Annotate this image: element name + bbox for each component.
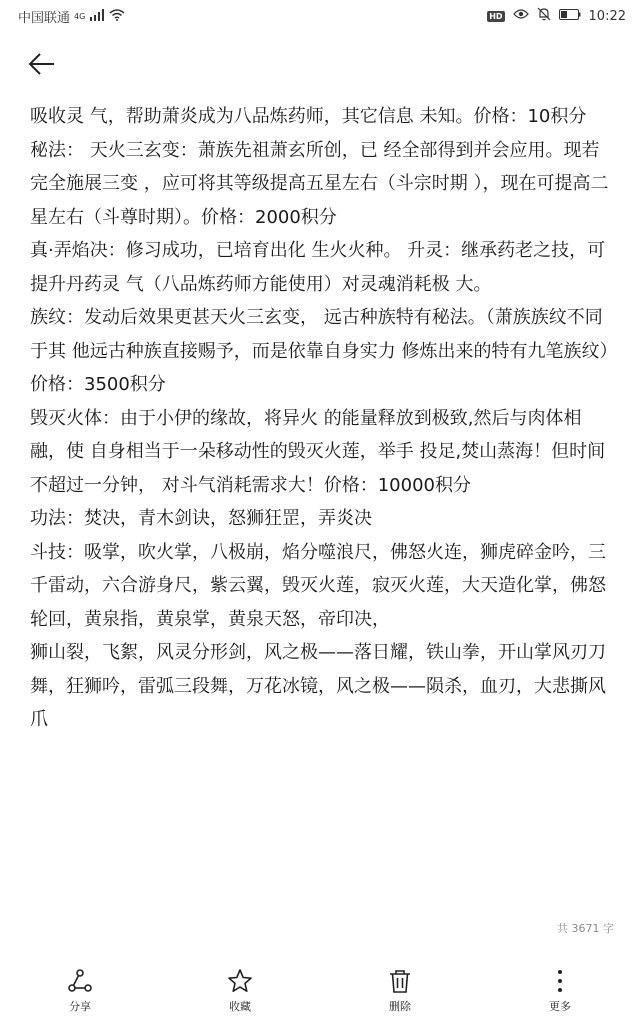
more-label: 更多 — [549, 1000, 571, 1013]
mute-bell-icon — [537, 7, 551, 25]
battery-icon — [559, 9, 581, 24]
carrier-name: 中国联通 — [18, 11, 71, 26]
back-button[interactable] — [26, 48, 58, 80]
word-count: 共 3671 字 — [557, 922, 614, 935]
eye-icon — [513, 8, 529, 24]
more-vertical-icon — [547, 968, 573, 994]
more-button[interactable] — [520, 960, 600, 1014]
paragraph: 斗技：吸掌，吹火掌，八极崩，焰分噬浪尺，佛怒火连，狮虎碎金吟，三千雷动，六合游身尺，紫云翼，毁灭火莲，寂灭火莲，大天造化掌，佛怒轮回，黄泉指，黄泉掌，黄泉天怒，帝印决， — [30, 541, 606, 630]
arrow-left-icon — [26, 48, 58, 80]
share-button[interactable] — [40, 960, 120, 1014]
signal-icon — [89, 9, 105, 25]
paragraph: 秘法： 天火三玄变：萧族先祖萧玄所创，已 经全部得到并会应用。现若完全施展三变 ，应可将其等级提高五星左右（斗宗时期 ），现在可提高二星左右（斗尊时期）。价格：2000积分 — [30, 139, 609, 228]
clock-time: 10:22 — [588, 8, 626, 24]
status-bar — [0, 0, 640, 32]
network-gen: 4G — [74, 12, 86, 21]
share-label: 分享 — [69, 1000, 91, 1013]
note-content[interactable] — [30, 100, 612, 737]
delete-button[interactable] — [360, 960, 440, 1014]
paragraph: 族纹：发动后效果更甚天火三玄变， 远古种族特有秘法。（萧族族纹不同于其 他远古种族直接赐予，而是依靠自身实力 修炼出来的特有九笔族纹）价格：3500积分 — [30, 307, 609, 395]
star-icon — [227, 968, 253, 994]
share-icon — [67, 968, 93, 994]
paragraph: 功法：焚决，青木剑诀，怒狮狂罡，弄炎决 — [30, 508, 372, 529]
paragraph: 毁灭火体：由于小伊的缘故，将异火 的能量释放到极致,然后与肉体相融，使 自身相当于一朵移动性的毁灭火莲，举手 投足,焚山蒸海！但时间不超过一分钟， 对斗气消耗需求大！价格：10000积分 — [30, 407, 606, 496]
paragraph: 吸收灵 气，帮助萧炎成为八品炼药师，其它信息 未知。价格：10积分 — [30, 106, 587, 127]
paragraph: 狮山裂，飞絮，风灵分形剑，风之极——落日耀，铁山拳，开山掌风刃刀舞，狂狮吟，雷弧三段舞，万花冰镜，风之极——陨杀，血刃，大悲撕风爪 — [30, 642, 606, 730]
hd-badge: HD — [489, 11, 503, 21]
paragraph: 真·弄焰决：修习成功，已培育出化 生火火种。 升灵：继承药老之技，可提升丹药灵 气（八品炼药师方能使用）对灵魂消耗极 大。 — [30, 240, 606, 295]
trash-icon — [387, 968, 413, 994]
bottom-toolbar — [0, 960, 640, 1024]
delete-label: 删除 — [389, 1000, 411, 1013]
favorite-label: 收藏 — [229, 1000, 251, 1013]
favorite-button[interactable] — [200, 960, 280, 1014]
wifi-icon — [109, 9, 125, 25]
